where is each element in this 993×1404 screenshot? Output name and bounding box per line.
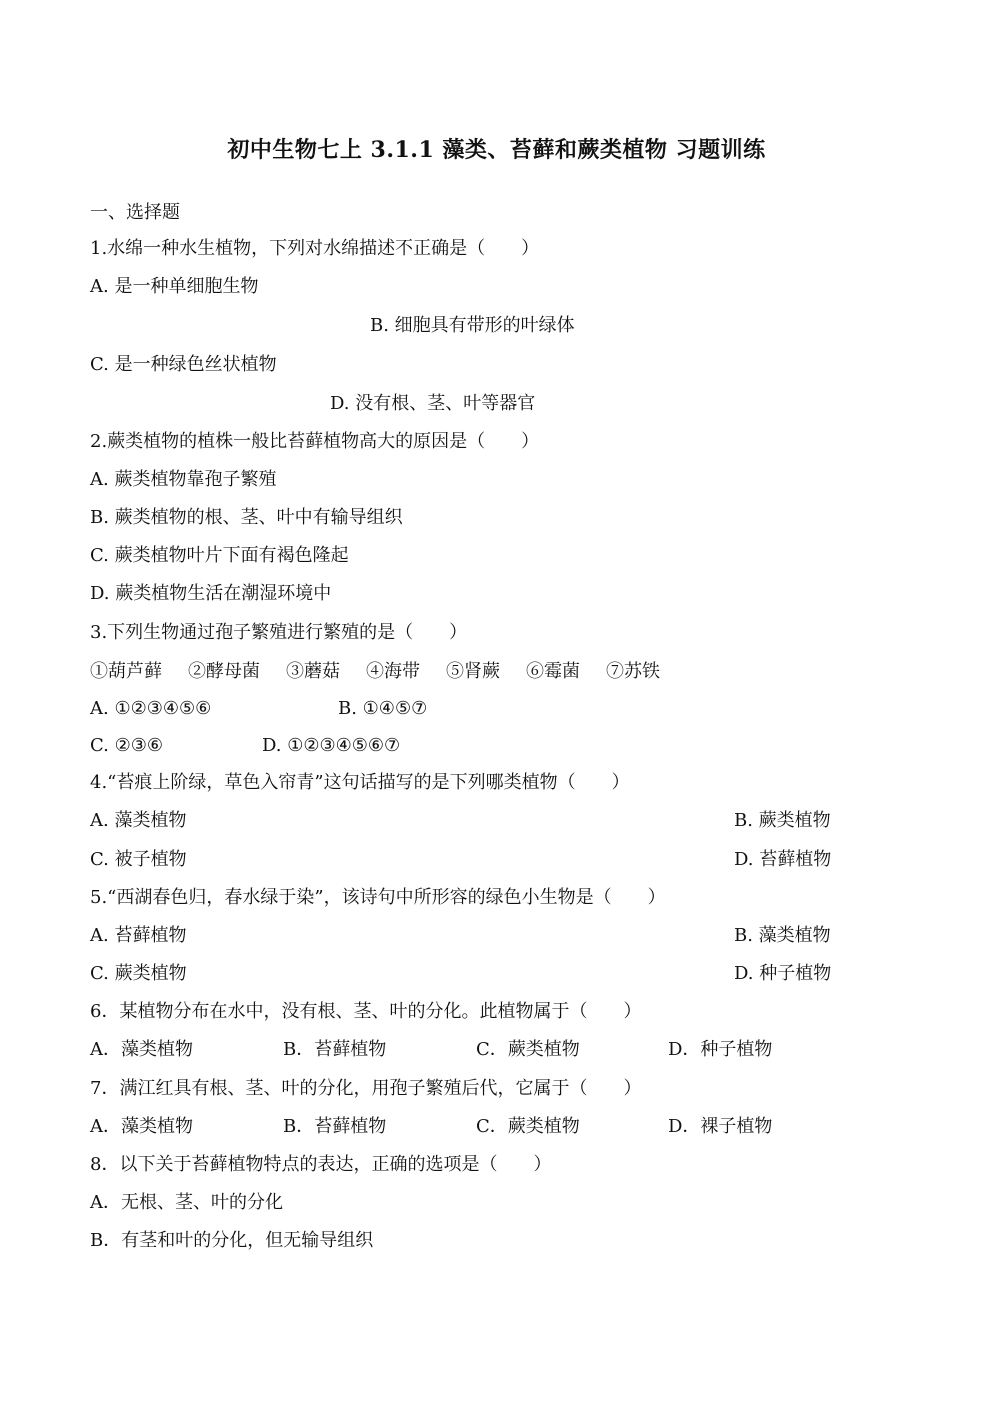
question-6-option-b: B．苔藓植物 bbox=[283, 1039, 387, 1060]
question-5-option-c: C. 蕨类植物 bbox=[90, 963, 187, 984]
question-3-stem: 3.下列生物通过孢子繁殖进行繁殖的是（ ） bbox=[90, 622, 468, 643]
question-3-item: ②酵母菌 bbox=[188, 661, 260, 682]
question-2-option-b: B. 蕨类植物的根、茎、叶中有输导组织 bbox=[90, 507, 403, 528]
question-8-stem: 8．以下关于苔藓植物特点的表达，正确的选项是（ ） bbox=[90, 1154, 552, 1175]
question-2-option-c: C. 蕨类植物叶片下面有褐色隆起 bbox=[90, 545, 349, 566]
question-1-option-d: D. 没有根、茎、叶等器官 bbox=[330, 393, 536, 414]
question-3-option-b: B. ①④⑤⑦ bbox=[338, 698, 428, 719]
page-title: 初中生物七上 3.1.1 藻类、苔藓和蕨类植物 习题训练 bbox=[227, 137, 766, 163]
question-5-stem: 5.“西湖春色归，春水绿于染”，该诗句中所形容的绿色小生物是（ ） bbox=[90, 887, 666, 908]
question-3-item: ①葫芦藓 bbox=[90, 661, 162, 682]
question-3-item: ⑦苏铁 bbox=[606, 661, 660, 682]
question-1-stem: 1.水绵一种水生植物，下列对水绵描述不正确是（ ） bbox=[90, 238, 540, 259]
question-4-option-c: C. 被子植物 bbox=[90, 849, 187, 870]
question-3-item: ⑤肾蕨 bbox=[446, 661, 500, 682]
question-7-option-c: C．蕨类植物 bbox=[476, 1116, 580, 1137]
question-7-option-a: A．藻类植物 bbox=[90, 1116, 193, 1137]
question-2-stem: 2.蕨类植物的植株一般比苔藓植物高大的原因是（ ） bbox=[90, 431, 540, 452]
question-7-option-d: D．裸子植物 bbox=[668, 1116, 773, 1137]
question-6-option-d: D．种子植物 bbox=[668, 1039, 773, 1060]
question-5-option-d: D. 种子植物 bbox=[734, 963, 832, 984]
question-2-option-a: A. 蕨类植物靠孢子繁殖 bbox=[90, 469, 277, 490]
section-heading: 一、选择题 bbox=[90, 202, 180, 223]
question-2-option-d: D. 蕨类植物生活在潮湿环境中 bbox=[90, 583, 332, 604]
question-8-option-a: A．无根、茎、叶的分化 bbox=[90, 1192, 283, 1213]
question-7-option-b: B．苔藓植物 bbox=[283, 1116, 387, 1137]
question-3-option-d: D. ①②③④⑤⑥⑦ bbox=[262, 735, 401, 756]
question-3-item: ⑥霉菌 bbox=[526, 661, 580, 682]
question-5-option-b: B. 藻类植物 bbox=[734, 925, 831, 946]
question-4-option-b: B. 蕨类植物 bbox=[734, 810, 831, 831]
question-1-option-c: C. 是一种绿色丝状植物 bbox=[90, 354, 277, 375]
question-1-option-a: A. 是一种单细胞生物 bbox=[90, 276, 259, 297]
question-3-item: ③蘑菇 bbox=[286, 661, 340, 682]
question-3-item: ④海带 bbox=[366, 661, 420, 682]
question-3-option-c: C. ②③⑥ bbox=[90, 735, 163, 756]
question-3-items bbox=[90, 660, 686, 684]
question-5-option-a: A. 苔藓植物 bbox=[90, 925, 187, 946]
question-4-option-d: D. 苔藓植物 bbox=[734, 849, 832, 870]
question-3-option-a: A. ①②③④⑤⑥ bbox=[90, 698, 212, 719]
question-6-stem: 6．某植物分布在水中，没有根、茎、叶的分化。此植物属于（ ） bbox=[90, 1001, 642, 1022]
question-7-stem: 7．满江红具有根、茎、叶的分化，用孢子繁殖后代，它属于（ ） bbox=[90, 1078, 642, 1099]
question-8-option-b: B．有茎和叶的分化，但无输导组织 bbox=[90, 1230, 374, 1251]
question-6-option-a: A．藻类植物 bbox=[90, 1039, 193, 1060]
question-4-stem: 4.“苔痕上阶绿，草色入帘青”这句话描写的是下列哪类植物（ ） bbox=[90, 772, 630, 793]
question-6-option-c: C．蕨类植物 bbox=[476, 1039, 580, 1060]
question-1-option-b: B. 细胞具有带形的叶绿体 bbox=[370, 315, 575, 336]
question-4-option-a: A. 藻类植物 bbox=[90, 810, 187, 831]
